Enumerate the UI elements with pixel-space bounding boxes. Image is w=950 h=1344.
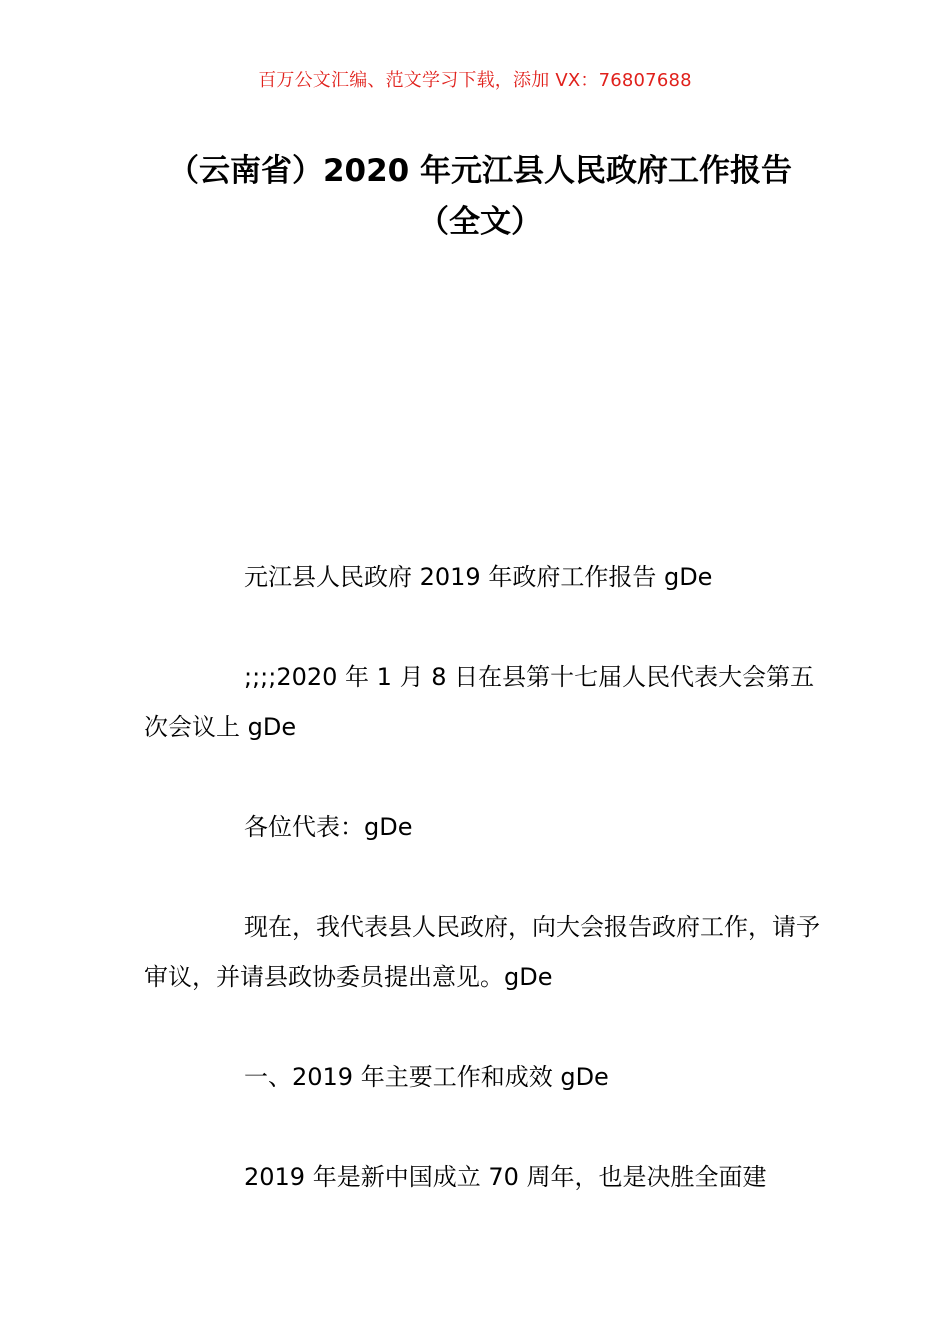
body-paragraph: 2019 年是新中国成立 70 周年，也是决胜全面建 [244,1163,767,1191]
report-heading: 元江县人民政府 2019 年政府工作报告 gDe [244,563,713,591]
salutation: 各位代表：gDe [244,813,413,841]
meeting-info: ;;;;2020 年 1 月 8 日在县第十七届人民代表大会第五次会议上 gDe [144,663,815,741]
document-body [144,552,824,1252]
document-title: （云南省）2020 年元江县人民政府工作报告（全文） [167,153,793,240]
watermark-banner: 百万公文汇编、范文学习下载，添加 VX：76807688 [258,70,692,91]
section-heading: 一、2019 年主要工作和成效 gDe [244,1063,609,1091]
intro-paragraph: 现在，我代表县人民政府，向大会报告政府工作，请予审议，并请县政协委员提出意见。gDe [144,913,820,991]
